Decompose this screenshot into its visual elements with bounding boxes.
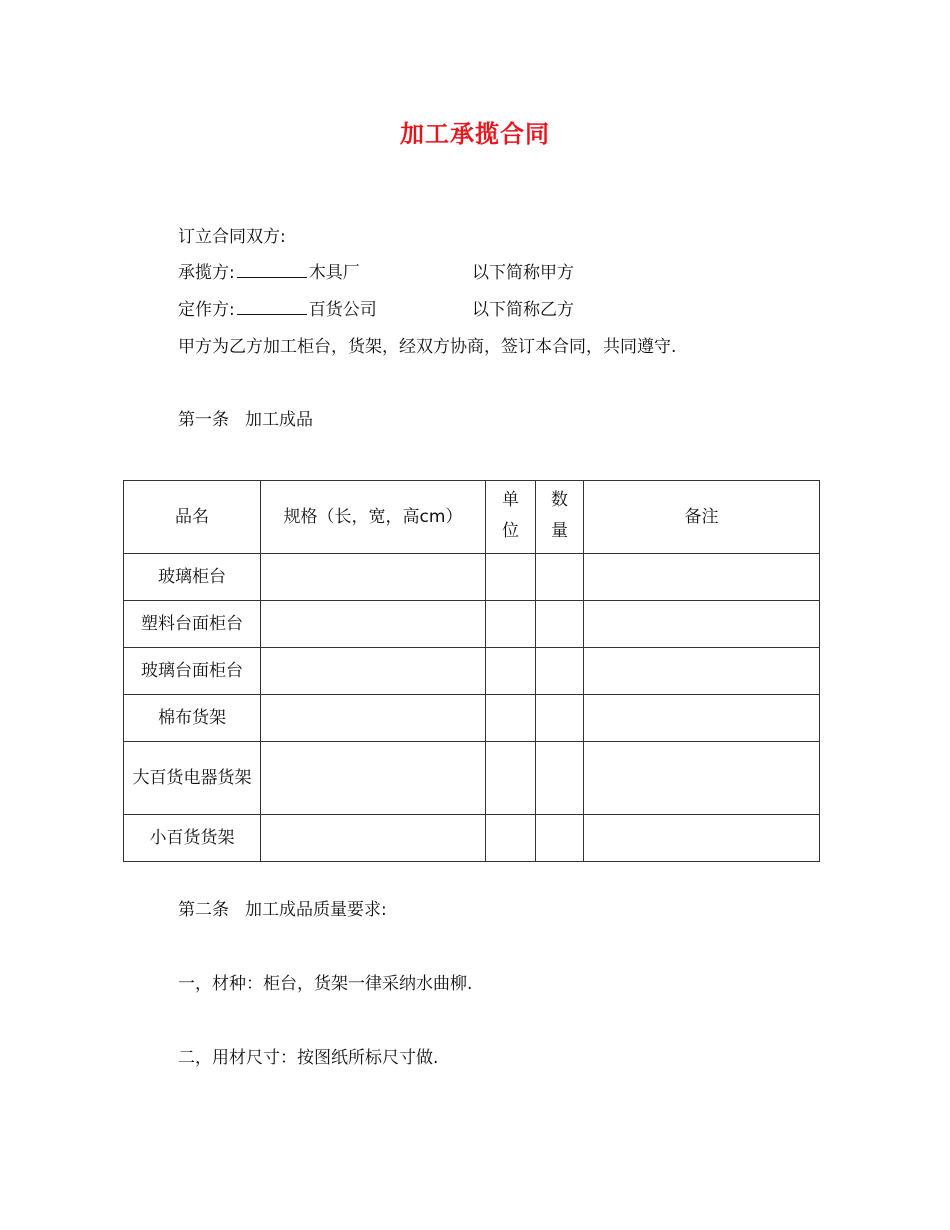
row-remark: [584, 815, 820, 862]
header-quantity-text: 数量: [551, 490, 568, 541]
row-unit: [486, 742, 536, 815]
row-name: 玻璃柜台: [124, 554, 261, 601]
row-remark: [584, 554, 820, 601]
row-remark: [584, 695, 820, 742]
row-name: 塑料台面柜台: [124, 601, 261, 648]
row-remark: [584, 742, 820, 815]
table-row: [124, 695, 820, 742]
row-spec: [261, 648, 486, 695]
client-alias: 以下简称乙方: [472, 300, 574, 320]
article2-heading: [178, 899, 387, 921]
contractor-blank: [237, 262, 307, 278]
row-quantity: [536, 601, 584, 648]
row-spec: [261, 601, 486, 648]
article2-item-size: 二，用材尺寸：按图纸所标尺寸做.: [178, 1048, 439, 1068]
row-unit: [486, 648, 536, 695]
contractor-line: [178, 262, 778, 284]
row-name: 玻璃台面柜台: [124, 648, 261, 695]
article1-label: 第一条: [178, 410, 229, 430]
row-unit: [486, 601, 536, 648]
row-name-text: 大百货电器货架: [132, 768, 252, 788]
article1-title: 加工成品: [245, 410, 313, 430]
row-remark: [584, 648, 820, 695]
row-quantity: [536, 695, 584, 742]
contractor-alias: 以下简称甲方: [472, 263, 574, 283]
header-unit: [486, 481, 536, 554]
contractor-label: 承揽方:: [178, 263, 235, 283]
header-spec: 规格（长，宽，高cm）: [261, 481, 486, 554]
header-quantity: [536, 481, 584, 554]
row-spec: [261, 695, 486, 742]
table-row: [124, 648, 820, 695]
article1-heading: [178, 409, 313, 431]
client-line: [178, 299, 778, 321]
row-name: 棉布货架: [124, 695, 261, 742]
products-table: [123, 480, 820, 862]
row-quantity: [536, 648, 584, 695]
header-unit-text: 单位: [502, 490, 519, 541]
row-unit: [486, 554, 536, 601]
client-label: 定作方:: [178, 300, 235, 320]
row-name: 小百货货架: [124, 815, 261, 862]
row-quantity: [536, 554, 584, 601]
table-header-row: [124, 481, 820, 554]
document-title: 加工承揽合同: [400, 120, 550, 148]
row-spec: [261, 554, 486, 601]
table-row: [124, 601, 820, 648]
parties-intro: 订立合同双方:: [178, 227, 286, 247]
contractor-name: 木具厂: [308, 263, 360, 283]
article2-item-material: 一，材种：柜台，货架一律采纳水曲柳.: [178, 974, 473, 994]
row-spec: [261, 742, 486, 815]
article2-title: 加工成品质量要求:: [245, 900, 387, 920]
row-name: [124, 742, 261, 815]
client-name: 百货公司: [308, 300, 377, 320]
header-name: 品名: [124, 481, 261, 554]
row-spec: [261, 815, 486, 862]
row-remark: [584, 601, 820, 648]
agreement-text: 甲方为乙方加工柜台，货架，经双方协商，签订本合同，共同遵守.: [178, 337, 677, 357]
header-remark: 备注: [584, 481, 820, 554]
client-blank: [237, 299, 307, 315]
row-quantity: [536, 815, 584, 862]
row-quantity: [536, 742, 584, 815]
table-row: [124, 815, 820, 862]
table-row: [124, 554, 820, 601]
row-unit: [486, 815, 536, 862]
row-unit: [486, 695, 536, 742]
table-row: [124, 742, 820, 815]
article2-label: 第二条: [178, 900, 229, 920]
